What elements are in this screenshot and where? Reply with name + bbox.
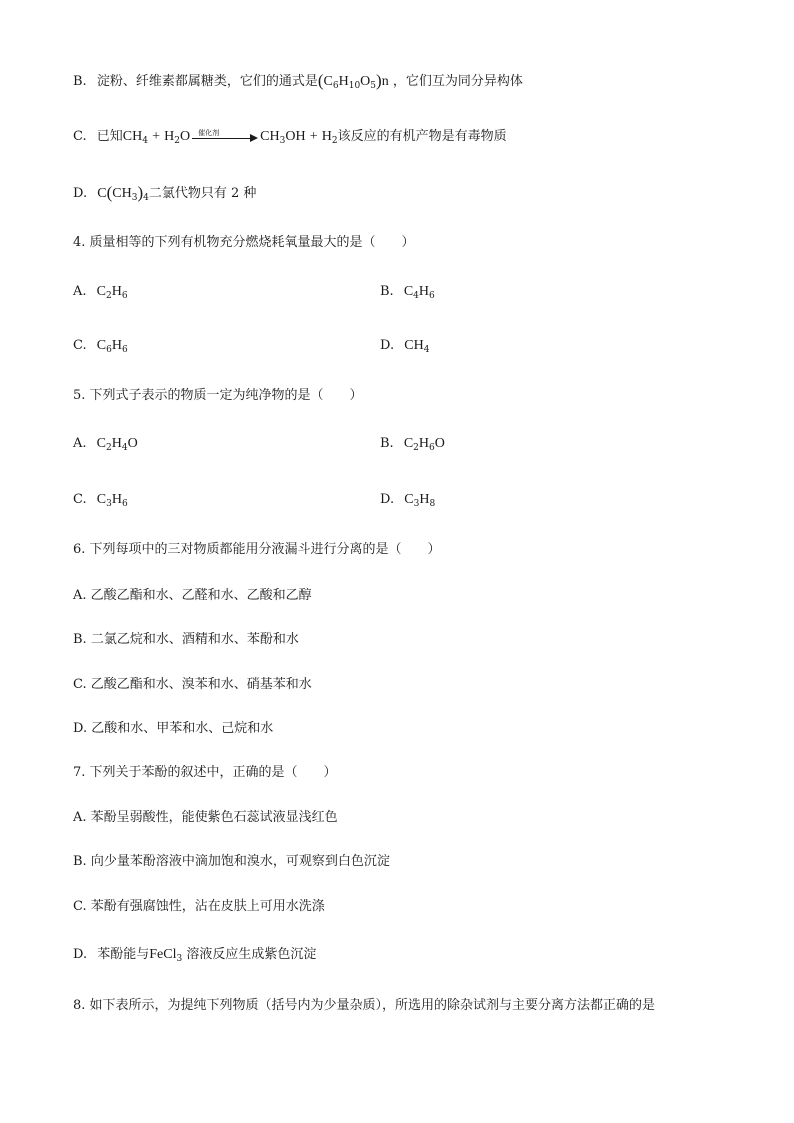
q4-option-b: B. $C_4H_6$ bbox=[380, 284, 435, 301]
q7-option-a: A. 苯酚呈弱酸性，能使紫色石蕊试液显浅红色 bbox=[73, 810, 338, 825]
q6-option-d: D. 乙酸和水、甲苯和水、己烷和水 bbox=[73, 721, 274, 736]
q7-stem: 7. 下列关于苯酚的叙述中，正确的是（ ） bbox=[73, 765, 337, 780]
q6-option-a: A. 乙酸乙酯和水、乙醛和水、乙酸和乙醇 bbox=[73, 588, 312, 603]
q5-option-b: B. $C_2H_6O$ bbox=[380, 436, 445, 453]
q5-option-c: C. $C_3H_6$ bbox=[73, 492, 128, 509]
q4-option-c: C. $C_6H_6$ bbox=[73, 338, 128, 355]
q6-option-b: B. 二氯乙烷和水、酒精和水、苯酚和水 bbox=[73, 632, 299, 647]
q5-stem: 5. 下列式子表示的物质一定为纯净物的是（ ） bbox=[73, 388, 363, 403]
q3-option-b: B. 淀粉、纤维素都属糖类，它们的通式是$(C_6H_{10}O_5)n$ ，它们互为同分异构体 bbox=[73, 71, 523, 91]
q3-option-d: D. $C(CH_3)_4$二氯代物只有 2 种 bbox=[73, 183, 257, 203]
q5-option-a: A. $C_2H_4O$ bbox=[73, 436, 138, 453]
q6-stem: 6. 下列每项中的三对物质都能用分液漏斗进行分离的是（ ） bbox=[73, 542, 441, 557]
q7-option-c: C. 苯酚有强腐蚀性，沾在皮肤上可用水洗涤 bbox=[73, 899, 325, 914]
q7-option-d: D. 苯酚能与FeCl$_3$ 溶液反应生成紫色沉淀 bbox=[73, 947, 317, 964]
q3-option-c: C. 已知$CH_4 + H_2O$ 催化剂 $CH_3OH + H_2$该反应的有机产物是有毒物质 bbox=[73, 128, 507, 146]
reaction-arrow: 催化剂 bbox=[192, 131, 258, 143]
q4-option-d: D. $CH_4$ bbox=[380, 338, 430, 355]
q4-option-a: A. $C_2H_6$ bbox=[73, 284, 128, 301]
q6-option-c: C. 乙酸乙酯和水、溴苯和水、硝基苯和水 bbox=[73, 677, 312, 692]
q5-option-d: D. $C_3H_8$ bbox=[380, 492, 436, 509]
q7-option-b: B. 向少量苯酚溶液中滴加饱和溴水，可观察到白色沉淀 bbox=[73, 854, 390, 869]
q8-stem: 8. 如下表所示，为提纯下列物质（括号内为少量杂质），所选用的除杂试剂与主要分离方法都正确的是 bbox=[73, 998, 656, 1013]
q4-stem: 4. 质量相等的下列有机物充分燃烧耗氧量最大的是（ ） bbox=[73, 235, 415, 250]
